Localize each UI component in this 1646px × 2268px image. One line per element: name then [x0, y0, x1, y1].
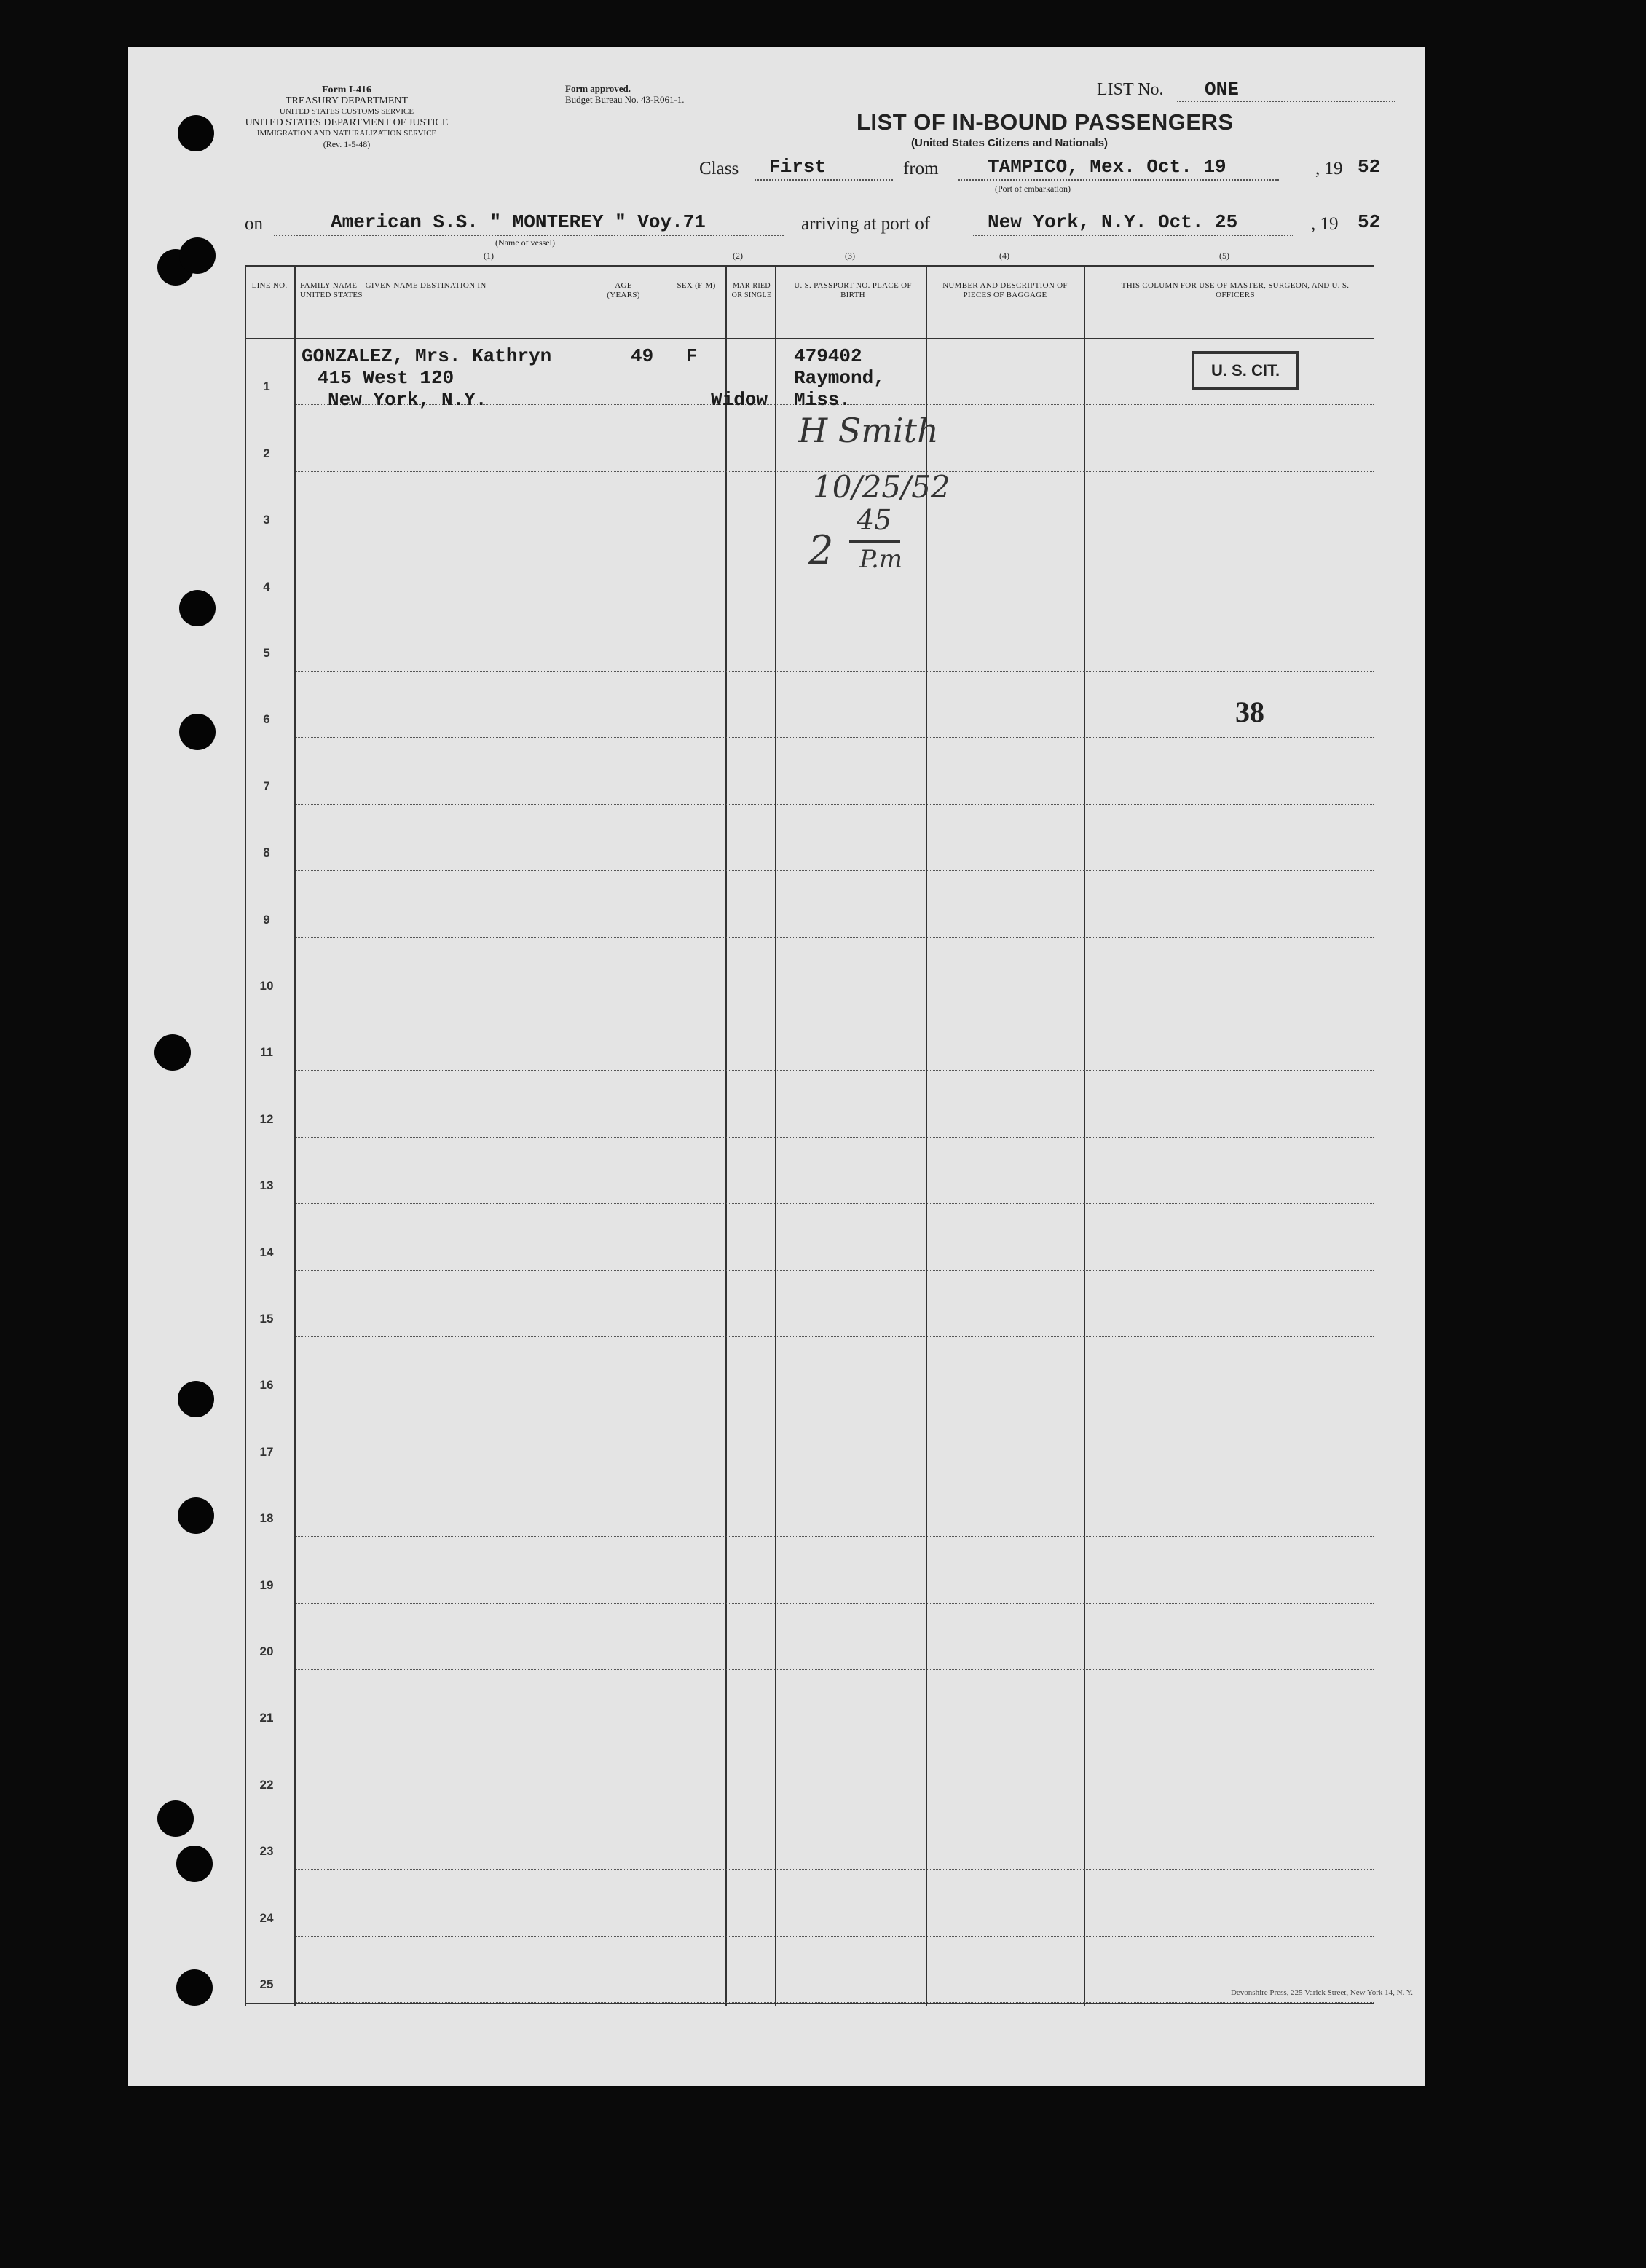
- table-row-rule: [296, 1603, 1374, 1604]
- col-header-baggage: NUMBER AND DESCRIPTION OF PIECES OF BAGGAGE: [942, 281, 1068, 299]
- form-number: Form I-416: [321, 84, 372, 95]
- col-num-1: (1): [484, 251, 494, 261]
- year-prefix-text: 19: [1324, 159, 1343, 178]
- line-number: 21: [259, 1711, 274, 1725]
- line-number: 9: [263, 912, 270, 926]
- year-value: 52: [1358, 156, 1381, 178]
- col-header-sex: SEX (F-M): [677, 281, 716, 290]
- port-embark-note: (Port of embarkation): [995, 184, 1071, 194]
- line-number: 2: [263, 446, 270, 460]
- table-bottom-border: [245, 2003, 1374, 2004]
- table-row-rule: [296, 737, 1374, 738]
- line-number: 16: [259, 1378, 274, 1393]
- passenger-name: GONZALEZ, Mrs. Kathryn: [302, 345, 552, 367]
- table-row-rule: [296, 1669, 1374, 1670]
- col-num-5: (5): [1219, 251, 1229, 261]
- table-row-rule: [296, 1869, 1374, 1870]
- arrival-line: [973, 235, 1293, 236]
- passenger-address-2: New York, N.Y.: [328, 389, 487, 411]
- passenger-table: [245, 265, 1374, 2006]
- passenger-marital: Widow: [711, 389, 768, 411]
- revision: (Rev. 1-5-48): [323, 139, 371, 149]
- table-row-rule: [296, 1536, 1374, 1537]
- line-number: 10: [259, 979, 274, 993]
- line-number: 1: [263, 379, 270, 394]
- printer-footer: Devonshire Press, 225 Varick Street, New York 14, N. Y.: [1230, 1988, 1413, 1997]
- page-subtitle: (United States Citizens and Nationals): [911, 137, 1109, 149]
- year2-prefix-text: 19: [1320, 214, 1339, 234]
- approval-block: [565, 83, 685, 105]
- punch-hole: [176, 1969, 213, 2006]
- col-header-name: FAMILY NAME—GIVEN NAME DESTINATION IN UNITED STATES: [300, 281, 487, 299]
- col-divider: [294, 265, 296, 2006]
- list-no-line: [1177, 101, 1395, 102]
- col-header-officers: THIS COLUMN FOR USE OF MASTER, SURGEON, AND U. S. OFFICERS: [1121, 281, 1350, 299]
- handwritten-time-bar: [849, 540, 900, 543]
- handwritten-time-minutes: 45: [857, 504, 892, 536]
- list-no-label: LIST No.: [1097, 80, 1164, 99]
- table-row-rule: [296, 1203, 1374, 1204]
- line-number: 17: [259, 1444, 274, 1459]
- year2-prefix: , 19: [1311, 214, 1339, 234]
- line-number: 11: [260, 1045, 273, 1060]
- year2-value: 52: [1358, 211, 1381, 233]
- punch-hole: [154, 1034, 191, 1071]
- year-prefix: , 19: [1315, 159, 1343, 178]
- line-number: 8: [263, 846, 270, 860]
- table-row-rule: [296, 2002, 1374, 2003]
- col-num-2: (2): [733, 251, 743, 261]
- line-number: 7: [263, 779, 270, 793]
- line-number: 23: [259, 1844, 274, 1859]
- passenger-age: 49: [631, 345, 654, 367]
- table-row-rule: [296, 937, 1374, 938]
- punch-hole: [157, 1800, 194, 1837]
- justice-dept: UNITED STATES DEPARTMENT OF JUSTICE: [245, 117, 449, 128]
- arrival-value: New York, N.Y. Oct. 25: [988, 211, 1238, 233]
- customs-service: UNITED STATES CUSTOMS SERVICE: [279, 107, 414, 116]
- from-line: [958, 179, 1279, 181]
- line-number: 15: [259, 1312, 274, 1326]
- table-header-border: [245, 338, 1374, 339]
- from-label: from: [903, 159, 939, 178]
- table-row-rule: [296, 1070, 1374, 1071]
- line-number: 12: [259, 1111, 274, 1126]
- table-row-rule: [296, 1936, 1374, 1937]
- line-number: 20: [259, 1645, 274, 1658]
- side-number: 38: [1235, 696, 1264, 728]
- vessel-value: American S.S. " MONTEREY " Voy.71: [331, 211, 706, 233]
- ins-service: IMMIGRATION AND NATURALIZATION SERVICE: [256, 129, 437, 138]
- line-number: 3: [263, 513, 270, 527]
- passenger-address-1: 415 West 120: [318, 367, 454, 389]
- line-number: 6: [263, 712, 270, 727]
- handwritten-signature: H Smith: [798, 411, 939, 450]
- form-approved: Form approved.: [565, 83, 631, 94]
- passenger-sex: F: [686, 345, 698, 367]
- line-number: 4: [263, 579, 270, 594]
- table-row-rule: [296, 870, 1374, 871]
- birth-place-1: Raymond,: [794, 367, 885, 389]
- line-number: 14: [259, 1245, 274, 1259]
- handwritten-time-hour: 2: [808, 527, 834, 573]
- table-row-rule: [296, 804, 1374, 805]
- list-no-value: ONE: [1205, 79, 1239, 101]
- treasury-dept: TREASURY DEPARTMENT: [285, 95, 409, 106]
- line-number: 5: [263, 646, 270, 660]
- col-header-line: LINE NO.: [251, 281, 288, 290]
- table-row-rule: [296, 1270, 1374, 1271]
- table-row-rule: [296, 1336, 1374, 1337]
- budget-bureau: Budget Bureau No. 43-R061-1.: [565, 94, 685, 105]
- table-row-rule: [296, 1137, 1374, 1138]
- birth-place-2: Miss.: [794, 389, 851, 411]
- col-num-4: (4): [999, 251, 1009, 261]
- punch-hole: [176, 1846, 213, 1882]
- col-divider: [725, 265, 727, 2006]
- col-num-3: (3): [845, 251, 855, 261]
- punch-hole: [178, 1497, 214, 1534]
- manifest-page: [128, 47, 1425, 2086]
- vessel-note: (Name of vessel): [495, 237, 555, 248]
- punch-hole: [179, 237, 216, 274]
- punch-hole: [178, 115, 214, 151]
- table-top-border: [245, 265, 1374, 267]
- col-divider: [926, 265, 927, 2006]
- line-number: 18: [259, 1511, 274, 1526]
- col-divider: [775, 265, 776, 2006]
- arriving-label: arriving at port of: [801, 214, 931, 234]
- vessel-line: [274, 235, 784, 236]
- on-label: on: [245, 214, 263, 234]
- line-number: 25: [259, 1977, 274, 1991]
- from-value: TAMPICO, Mex. Oct. 19: [988, 156, 1226, 178]
- page-title: LIST OF IN-BOUND PASSENGERS: [857, 109, 1234, 135]
- line-number: 19: [259, 1578, 274, 1592]
- punch-hole: [179, 590, 216, 626]
- class-line: [755, 179, 893, 181]
- col-divider: [1084, 265, 1085, 2006]
- us-citizen-stamp: U. S. CIT.: [1192, 351, 1299, 390]
- line-number: 24: [259, 1910, 274, 1925]
- line-number: 22: [259, 1777, 274, 1792]
- class-label: Class: [699, 159, 739, 178]
- line-number: 13: [259, 1178, 274, 1193]
- class-value: First: [769, 156, 827, 178]
- form-agency-block: [237, 84, 456, 150]
- col-header-age: AGE (YEARS): [607, 281, 640, 299]
- handwritten-time-pm: P.m: [859, 545, 903, 574]
- punch-hole: [179, 714, 216, 750]
- col-header-passport: U. S. PASSPORT NO. PLACE OF BIRTH: [794, 281, 912, 299]
- table-row-rule: [296, 671, 1374, 672]
- handwritten-date: 10/25/52: [813, 469, 950, 505]
- passport-number: 479402: [794, 345, 862, 367]
- punch-hole: [178, 1381, 214, 1417]
- col-header-married: MAR-RIED OR SINGLE: [731, 282, 772, 299]
